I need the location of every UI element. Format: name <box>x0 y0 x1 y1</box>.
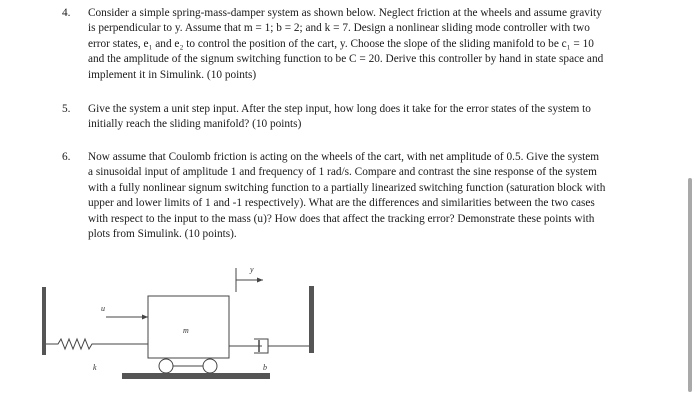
spring <box>46 339 148 349</box>
question-4-line-5: implement it in Simulink. (10 points) <box>88 68 257 81</box>
question-4-line-3: error states, e₁ and e₂ to control the position of the cart, y. Choose the slope of the sliding manifold to be c₁ = 10 <box>88 37 594 50</box>
question-5-line-1: Give the system a unit step input. After the step input, how long does it take for the error states of the system to <box>88 103 591 115</box>
question-6-line-1: Now assume that Coulomb friction is acting on the wheels of the cart, with net amplitude of 0.5. Give the system <box>88 151 600 163</box>
wheel-left <box>159 359 173 373</box>
input-arrow-head <box>142 315 148 320</box>
input-label: u <box>101 304 105 313</box>
question-4-number: 4. <box>62 7 71 19</box>
position-label: y <box>250 265 254 274</box>
question-5-line-2: initially reach the sliding manifold? (10 points) <box>88 118 302 131</box>
spring-label: k <box>93 363 97 372</box>
mass-label: m <box>183 326 189 335</box>
question-4-line-4: and the amplitude of the signum switching function to be C = 20. Derive this controller by hand in state space and <box>88 53 604 66</box>
question-6-line-2: a sinusoidal input of amplitude 1 and frequency of 1 rad/s. Compare and contrast the sine response of the system <box>88 166 597 179</box>
question-5-number: 5. <box>62 103 71 115</box>
wheel-right <box>203 359 217 373</box>
question-6-line-6: plots from Simulink. (10 points). <box>88 228 237 241</box>
right-wall <box>309 286 314 353</box>
damper <box>229 339 309 353</box>
question-4-line-1: Consider a simple spring-mass-damper system as shown below. Neglect friction at the wheels and assume gravity <box>88 7 602 19</box>
question-4-line-2: is perpendicular to y. Assume that m = 1; b = 2; and k = 7. Design a nonlinear sliding mode controller with two <box>88 22 590 35</box>
question-6-number: 6. <box>62 151 71 163</box>
question-6-line-4: upper and lower limits of 1 and -1 respectively). What are the differences and similarities between the two cases <box>88 197 595 210</box>
position-arrow-head <box>257 278 263 283</box>
damper-label: b <box>263 363 267 372</box>
left-wall <box>42 287 46 355</box>
question-6-line-3: with a fully nonlinear signum switching function to a partially linearized switching function (saturation block with <box>88 181 606 194</box>
question-6-line-5: with respect to the input to the mass (u)? How does that affect the tracking error? Demonstrate these points with <box>88 212 595 225</box>
scrollbar[interactable] <box>688 178 692 392</box>
ground <box>122 373 270 379</box>
